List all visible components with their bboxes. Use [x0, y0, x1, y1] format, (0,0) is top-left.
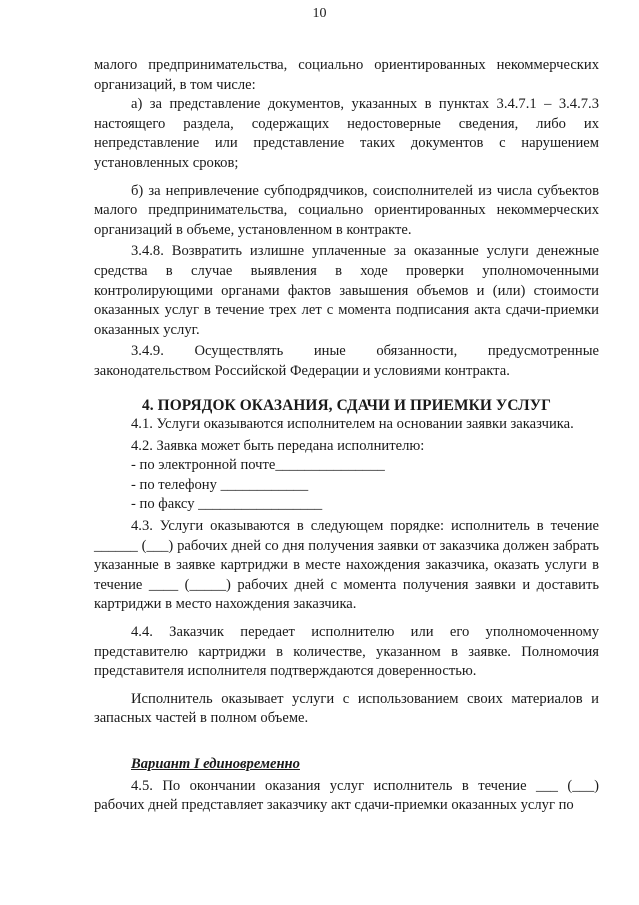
paragraph-4-3: 4.3. Услуги оказываются в следующем порядке: исполнитель в течение ______ (___) рабочих дней со дня получения заявки от заказчика должен забрать указанные в заявке картриджи в месте нахождения заказчика, оказать услуги в течение ____ (_____) рабочих дней с момента получения заявки и доставить картриджи в место нахождения заказчика.	[94, 518, 599, 613]
paragraph-4-2: 4.2. Заявка может быть передана исполнителю:	[131, 437, 425, 454]
paragraph: малого предпринимательства, социально ориентированных некоммерческих организаций, в том числе:	[94, 57, 599, 93]
list-item-email: - по электронной почте_______________	[131, 457, 385, 474]
paragraph-executor: Исполнитель оказывает услуги с использованием своих материалов и запасных частей в полном объеме.	[94, 690, 599, 727]
list-item-phone: - по телефону ____________	[131, 476, 309, 493]
paragraph-4-4: 4.4. Заказчик передает исполнителю или его уполномоченному представителю картриджи в количестве, указанном в заявке. Полномочия представителя исполнителя подтверждаются доверенностью.	[94, 624, 599, 680]
paragraph-3-4-8: 3.4.8. Возвратить излишне уплаченные за оказанные услуги денежные средства в случае выявления в ходе проверки уполномоченными контролирующими органами фактов завышения объемов и (или) стоимости оказанных услуг в течение трех лет с момента подписания акта сдачи-приемки оказанных услуг.	[94, 243, 599, 338]
paragraph-item-a: а) за представление документов, указанных в пунктах 3.4.7.1 – 3.4.7.3 настоящего раздела, содержащих недостоверные сведения, либо их непредставление или представление таких документов с нарушением установленных сроков;	[94, 96, 599, 171]
document-body	[94, 56, 599, 816]
paragraph-4-5: 4.5. По окончании оказания услуг исполнитель в течение ___ (___) рабочих дней представляет заказчику акт сдачи-приемки оказанных услуг по	[94, 777, 599, 814]
variant-heading	[94, 755, 599, 775]
list-item-fax: - по факсу _________________	[131, 496, 323, 513]
variant-title: Вариант I единовременно	[131, 756, 300, 772]
paragraph-item-b: б) за непривлечение субподрядчиков, соисполнителей из числа субъектов малого предпринимательства, социально ориентированных некоммерческих организаций в объеме, установленном в контракте.	[94, 182, 599, 238]
paragraph-3-4-9: 3.4.9. Осуществлять иные обязанности, предусмотренные законодательством Российской Федерации и условиями контракта.	[94, 343, 599, 379]
paragraph-4-1: 4.1. Услуги оказываются исполнителем на основании заявки заказчика.	[131, 416, 574, 433]
page-number: 10	[312, 6, 327, 21]
section-title: 4. ПОРЯДОК ОКАЗАНИЯ, СДАЧИ И ПРИЕМКИ УСЛУГ	[141, 396, 552, 414]
